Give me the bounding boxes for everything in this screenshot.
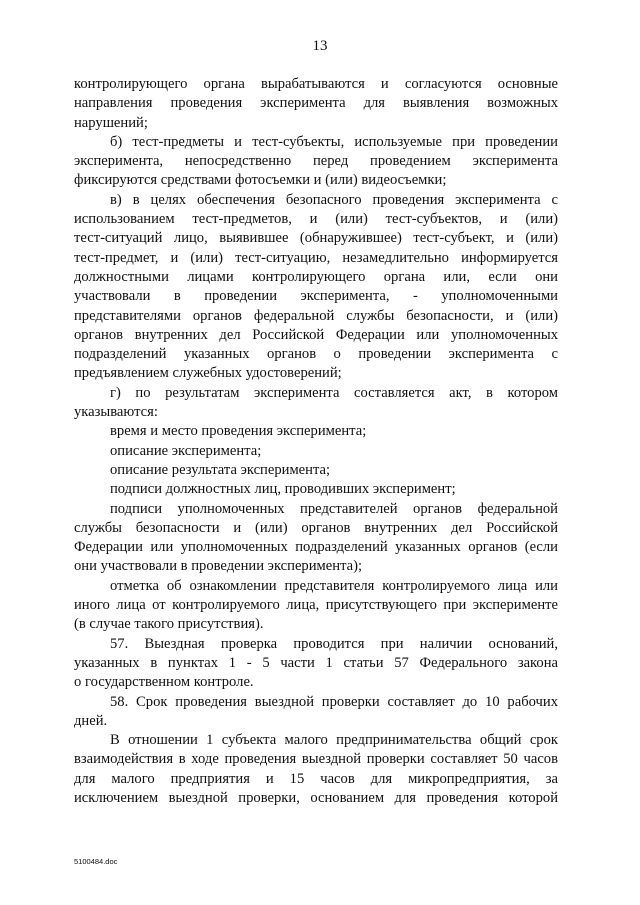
text-line: представителями органов федеральной службы безопасности, и (или) xyxy=(74,307,558,324)
text-line: подписи должностных лиц, проводивших эксперимент; xyxy=(110,481,456,498)
text-line: тест-ситуаций лицо, выявившее (обнаружившее) тест-субъект, и (или) xyxy=(74,230,558,247)
paragraph xyxy=(74,442,558,461)
footer-file-code: 5100484.doc xyxy=(74,857,118,866)
paragraph xyxy=(74,635,558,693)
text-line: описание эксперимента; xyxy=(110,442,262,459)
text-line: направления проведения эксперимента для выявления возможных xyxy=(74,95,558,112)
paragraph xyxy=(74,500,558,577)
text-line: о государственном контроле. xyxy=(74,674,254,691)
paragraph xyxy=(74,577,558,635)
document-body xyxy=(74,75,558,808)
text-line: указанных в пунктах 1 - 5 части 1 статьи 57 Федерального закона xyxy=(74,654,558,671)
text-line: эксперимента, непосредственно перед проведением эксперимента xyxy=(74,153,558,170)
page-number: 13 xyxy=(312,38,328,54)
paragraph xyxy=(74,133,558,191)
paragraph xyxy=(74,422,558,441)
paragraph xyxy=(74,384,558,423)
text-line: они участвовали в проведении эксперимента); xyxy=(74,558,363,575)
text-line: Федерации или уполномоченных подразделений указанных органов (если xyxy=(74,539,558,556)
text-line: использованием тест-предметов, и (или) тест-субъектов, и (или) xyxy=(74,211,558,228)
text-line: дней. xyxy=(74,712,108,729)
text-line: подразделений указанных органов о проведении эксперимента с xyxy=(74,346,558,363)
paragraph xyxy=(74,75,558,133)
text-line: В отношении 1 субъекта малого предпринимательства общий срок xyxy=(110,732,558,749)
text-line: (в случае такого присутствия). xyxy=(74,616,264,633)
text-line: участвовали в проведении эксперимента, - уполномоченными xyxy=(74,288,558,305)
paragraph xyxy=(74,731,558,808)
text-line: отметка об ознакомлении представителя контролируемого лица или xyxy=(110,577,558,594)
paragraph xyxy=(74,191,558,384)
text-line: исключением выездной проверки, основанием для проведения которой xyxy=(74,789,558,806)
text-line: указываются: xyxy=(74,404,158,421)
text-line: нарушений; xyxy=(74,114,148,131)
text-line: должностными лицами контролирующего органа или, если они xyxy=(74,268,558,285)
text-line: в) в целях обеспечения безопасного проведения эксперимента с xyxy=(110,191,558,208)
text-line: тест-предмет, и (или) тест-ситуацию, незамедлительно информируется xyxy=(74,249,558,266)
text-line: взаимодействия в ходе проведения выездной проверки составляет 50 часов xyxy=(74,751,558,768)
text-line: подписи уполномоченных представителей органов федеральной xyxy=(110,500,558,517)
paragraph xyxy=(74,461,558,480)
text-line: контролирующего органа вырабатываются и согласуются основные xyxy=(74,76,558,92)
paragraph xyxy=(74,693,558,732)
text-line: для малого предприятия и 15 часов для микропредприятия, за xyxy=(74,770,558,787)
text-line: фиксируются средствами фотосъемки и (или) видеосъемки; xyxy=(74,172,447,189)
text-line: 57. Выездная проверка проводится при наличии оснований, xyxy=(110,635,558,652)
text-line: службы безопасности и (или) органов внутренних дел Российской xyxy=(74,519,558,536)
text-line: иного лица от контролируемого лица, присутствующего при эксперименте xyxy=(74,597,558,614)
text-line: 58. Срок проведения выездной проверки составляет до 10 рабочих xyxy=(110,693,558,710)
text-line: органов внутренних дел Российской Федерации или уполномоченных xyxy=(74,326,558,343)
paragraph xyxy=(74,480,558,499)
text-line: предъявлением служебных удостоверений; xyxy=(74,365,342,382)
text-line: б) тест-предметы и тест-субъекты, используемые при проведении xyxy=(110,133,558,150)
text-line: г) по результатам эксперимента составляется акт, в котором xyxy=(110,384,558,401)
text-line: описание результата эксперимента; xyxy=(110,461,331,478)
text-line: время и место проведения эксперимента; xyxy=(110,423,367,440)
